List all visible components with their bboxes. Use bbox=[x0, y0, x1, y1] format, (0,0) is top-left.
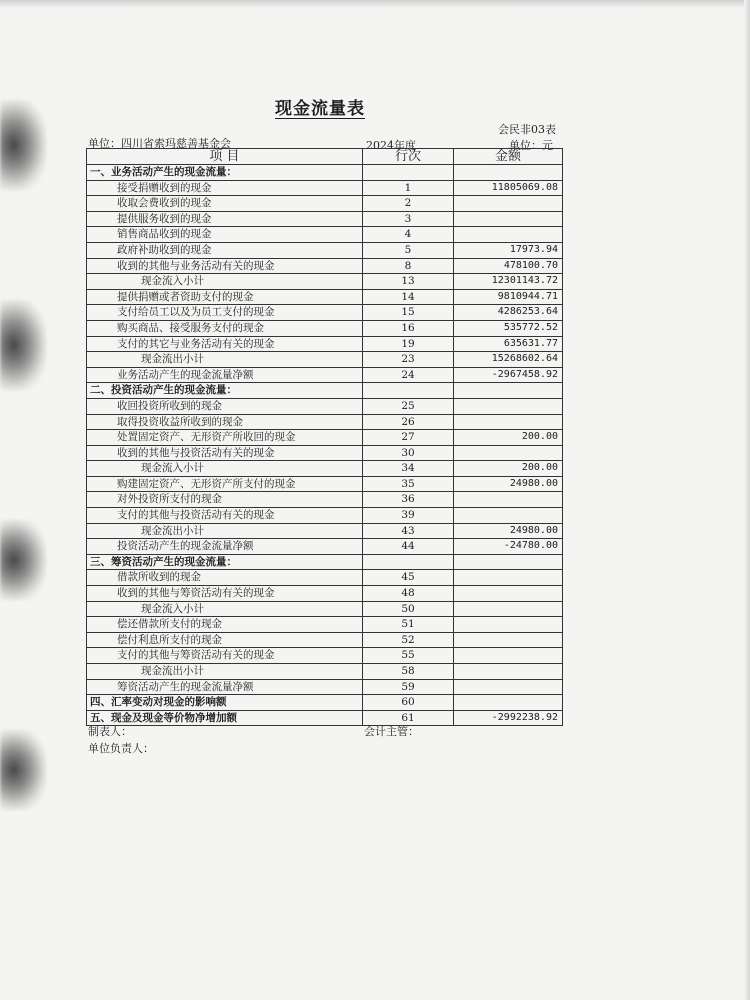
row-item: 业务活动产生的现金流量净额 bbox=[87, 367, 363, 383]
row-amount: 635631.77 bbox=[454, 336, 563, 352]
row-line-number: 35 bbox=[363, 476, 454, 492]
table-row bbox=[87, 242, 563, 258]
row-line-number: 26 bbox=[363, 414, 454, 430]
row-amount bbox=[454, 492, 563, 508]
form-code: 会民非03表 bbox=[498, 123, 556, 136]
table-row bbox=[87, 508, 563, 524]
accounting-supervisor-label: 会计主管： bbox=[364, 725, 419, 738]
table-row bbox=[87, 227, 563, 243]
row-line-number: 60 bbox=[363, 695, 454, 711]
row-item: 现金流出小计 bbox=[87, 352, 363, 368]
row-line-number: 34 bbox=[363, 461, 454, 477]
row-item: 处置固定资产、无形资产所收回的现金 bbox=[87, 430, 363, 446]
table-row bbox=[87, 180, 563, 196]
row-amount bbox=[454, 227, 563, 243]
row-amount: 478100.70 bbox=[454, 258, 563, 274]
row-line-number: 55 bbox=[363, 648, 454, 664]
row-line-number: 8 bbox=[363, 258, 454, 274]
row-amount bbox=[454, 648, 563, 664]
row-amount bbox=[454, 695, 563, 711]
row-line-number: 13 bbox=[363, 274, 454, 290]
row-item: 现金流入小计 bbox=[87, 274, 363, 290]
table-row bbox=[87, 320, 563, 336]
row-item: 借款所收到的现金 bbox=[87, 570, 363, 586]
row-item: 提供捐赠或者资助支付的现金 bbox=[87, 289, 363, 305]
row-line-number: 2 bbox=[363, 196, 454, 212]
row-item: 支付给员工以及为员工支付的现金 bbox=[87, 305, 363, 321]
row-line-number: 58 bbox=[363, 664, 454, 680]
row-line-number: 30 bbox=[363, 445, 454, 461]
row-amount bbox=[454, 211, 563, 227]
row-line-number: 36 bbox=[363, 492, 454, 508]
table-row bbox=[87, 398, 563, 414]
row-item: 一、业务活动产生的现金流量： bbox=[87, 165, 363, 181]
table-row bbox=[87, 383, 563, 399]
table-row bbox=[87, 258, 563, 274]
row-amount bbox=[454, 632, 563, 648]
report-year: 2024年度 bbox=[366, 139, 416, 152]
unit-head-label: 单位负责人： bbox=[88, 742, 154, 755]
row-line-number: 5 bbox=[363, 242, 454, 258]
table-row bbox=[87, 601, 563, 617]
column-header-amount: 金额 bbox=[454, 149, 563, 165]
row-line-number: 14 bbox=[363, 289, 454, 305]
row-amount bbox=[454, 679, 563, 695]
punch-hole-mark bbox=[0, 300, 46, 390]
row-amount bbox=[454, 601, 563, 617]
table-row bbox=[87, 165, 563, 181]
row-line-number: 52 bbox=[363, 632, 454, 648]
table-row bbox=[87, 430, 563, 446]
row-line-number: 45 bbox=[363, 570, 454, 586]
row-amount bbox=[454, 165, 563, 181]
row-line-number: 59 bbox=[363, 679, 454, 695]
row-line-number: 48 bbox=[363, 586, 454, 602]
punch-hole-mark bbox=[0, 520, 46, 600]
row-amount bbox=[454, 617, 563, 633]
table-row bbox=[87, 367, 563, 383]
table-row bbox=[87, 414, 563, 430]
table-row bbox=[87, 679, 563, 695]
row-amount: 535772.52 bbox=[454, 320, 563, 336]
currency-unit: 单位：元 bbox=[509, 139, 553, 152]
row-item: 投资活动产生的现金流量净额 bbox=[87, 539, 363, 555]
row-item: 接受捐赠收到的现金 bbox=[87, 180, 363, 196]
column-header-item: 项 目 bbox=[87, 149, 363, 165]
row-item: 支付的其他与筹资活动有关的现金 bbox=[87, 648, 363, 664]
row-item: 现金流出小计 bbox=[87, 523, 363, 539]
row-amount bbox=[454, 586, 563, 602]
row-line-number: 1 bbox=[363, 180, 454, 196]
table-row bbox=[87, 710, 563, 726]
row-line-number: 39 bbox=[363, 508, 454, 524]
table-row bbox=[87, 211, 563, 227]
row-item: 收回投资所收到的现金 bbox=[87, 398, 363, 414]
row-item: 支付的其它与业务活动有关的现金 bbox=[87, 336, 363, 352]
table-row bbox=[87, 664, 563, 680]
row-amount: 11805069.08 bbox=[454, 180, 563, 196]
row-item: 取得投资收益所收到的现金 bbox=[87, 414, 363, 430]
row-amount bbox=[454, 508, 563, 524]
row-line-number: 23 bbox=[363, 352, 454, 368]
table-header-row bbox=[87, 149, 563, 165]
row-amount bbox=[454, 445, 563, 461]
row-amount: 12301143.72 bbox=[454, 274, 563, 290]
row-item: 收到的其他与业务活动有关的现金 bbox=[87, 258, 363, 274]
row-line-number: 43 bbox=[363, 523, 454, 539]
table-row bbox=[87, 554, 563, 570]
row-item: 偿还借款所支付的现金 bbox=[87, 617, 363, 633]
table-row bbox=[87, 445, 563, 461]
row-amount bbox=[454, 414, 563, 430]
row-item: 收到的其他与投资活动有关的现金 bbox=[87, 445, 363, 461]
row-line-number: 27 bbox=[363, 430, 454, 446]
row-line-number: 50 bbox=[363, 601, 454, 617]
row-item: 筹资活动产生的现金流量净额 bbox=[87, 679, 363, 695]
row-amount: 200.00 bbox=[454, 430, 563, 446]
row-item: 现金流出小计 bbox=[87, 664, 363, 680]
row-amount: 24980.00 bbox=[454, 523, 563, 539]
scan-edge-top bbox=[0, 0, 750, 8]
table-row bbox=[87, 336, 563, 352]
table-row bbox=[87, 461, 563, 477]
row-line-number: 19 bbox=[363, 336, 454, 352]
table-row bbox=[87, 274, 563, 290]
table-row bbox=[87, 196, 563, 212]
row-amount: 24980.00 bbox=[454, 476, 563, 492]
row-item: 销售商品收到的现金 bbox=[87, 227, 363, 243]
row-line-number: 4 bbox=[363, 227, 454, 243]
row-item: 对外投资所支付的现金 bbox=[87, 492, 363, 508]
row-line-number: 24 bbox=[363, 367, 454, 383]
table-row bbox=[87, 539, 563, 555]
table-row bbox=[87, 586, 563, 602]
table-row bbox=[87, 289, 563, 305]
row-amount: 17973.94 bbox=[454, 242, 563, 258]
row-amount bbox=[454, 196, 563, 212]
row-line-number: 16 bbox=[363, 320, 454, 336]
row-amount bbox=[454, 664, 563, 680]
page-title: 现金流量表 bbox=[275, 99, 365, 119]
row-amount: 4286253.64 bbox=[454, 305, 563, 321]
organization-name: 单位：四川省索玛慈善基金会 bbox=[88, 137, 231, 150]
row-item: 现金流入小计 bbox=[87, 601, 363, 617]
row-amount bbox=[454, 398, 563, 414]
punch-hole-mark bbox=[0, 730, 46, 810]
row-item: 政府补助收到的现金 bbox=[87, 242, 363, 258]
table-row bbox=[87, 695, 563, 711]
row-line-number bbox=[363, 554, 454, 570]
row-item: 提供服务收到的现金 bbox=[87, 211, 363, 227]
row-item: 五、现金及现金等价物净增加额 bbox=[87, 710, 363, 726]
row-item: 购买商品、接受服务支付的现金 bbox=[87, 320, 363, 336]
table-row bbox=[87, 523, 563, 539]
row-line-number: 61 bbox=[363, 710, 454, 726]
row-amount: -2992238.92 bbox=[454, 710, 563, 726]
table-row bbox=[87, 570, 563, 586]
row-amount: -2967458.92 bbox=[454, 367, 563, 383]
table-row bbox=[87, 617, 563, 633]
row-amount bbox=[454, 554, 563, 570]
row-amount bbox=[454, 570, 563, 586]
table-row bbox=[87, 648, 563, 664]
row-amount bbox=[454, 383, 563, 399]
row-item: 二、投资活动产生的现金流量： bbox=[87, 383, 363, 399]
row-item: 现金流入小计 bbox=[87, 461, 363, 477]
row-line-number bbox=[363, 165, 454, 181]
row-line-number bbox=[363, 383, 454, 399]
row-line-number: 3 bbox=[363, 211, 454, 227]
row-amount: 15268602.64 bbox=[454, 352, 563, 368]
scan-edge-right bbox=[744, 0, 750, 1000]
table-row bbox=[87, 352, 563, 368]
row-amount: -24780.00 bbox=[454, 539, 563, 555]
row-amount: 9810944.71 bbox=[454, 289, 563, 305]
row-item: 偿付利息所支付的现金 bbox=[87, 632, 363, 648]
table-row bbox=[87, 492, 563, 508]
table-row bbox=[87, 632, 563, 648]
preparer-label: 制表人： bbox=[88, 725, 132, 738]
table-row bbox=[87, 305, 563, 321]
row-item: 三、筹资活动产生的现金流量： bbox=[87, 554, 363, 570]
row-line-number: 44 bbox=[363, 539, 454, 555]
row-line-number: 25 bbox=[363, 398, 454, 414]
row-item: 收到的其他与筹资活动有关的现金 bbox=[87, 586, 363, 602]
row-amount: 200.00 bbox=[454, 461, 563, 477]
row-item: 支付的其他与投资活动有关的现金 bbox=[87, 508, 363, 524]
table-row bbox=[87, 476, 563, 492]
row-item: 收取会费收到的现金 bbox=[87, 196, 363, 212]
row-item: 四、汇率变动对现金的影响额 bbox=[87, 695, 363, 711]
row-item: 购建固定资产、无形资产所支付的现金 bbox=[87, 476, 363, 492]
row-line-number: 51 bbox=[363, 617, 454, 633]
cash-flow-table bbox=[86, 148, 563, 726]
column-header-line: 行次 bbox=[363, 149, 454, 165]
row-line-number: 15 bbox=[363, 305, 454, 321]
